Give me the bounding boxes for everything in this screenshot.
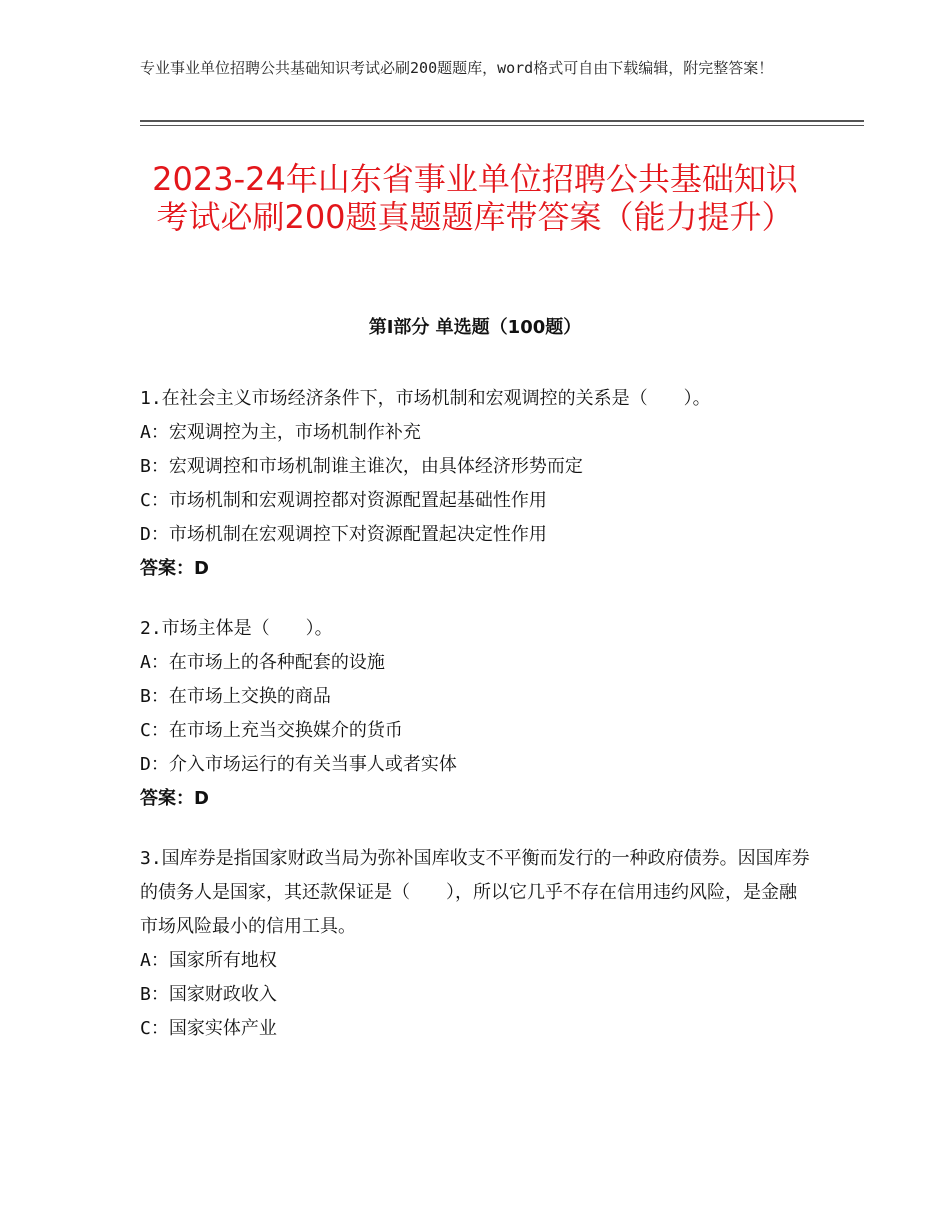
header-divider: [140, 120, 864, 126]
option-b: B：在市场上交换的商品: [140, 686, 331, 707]
header-note: 专业事业单位招聘公共基础知识考试必刷200题题库，word格式可自由下载编辑，附完整答案！: [140, 59, 774, 77]
question-list: [140, 382, 810, 1072]
option-d: D：介入市场运行的有关当事人或者实体: [140, 754, 457, 775]
question-1: [140, 382, 810, 586]
option-a: A：在市场上的各种配套的设施: [140, 652, 385, 673]
question-2: [140, 612, 810, 816]
option-a: A：宏观调控为主，市场机制作补充: [140, 422, 421, 443]
answer-label: 答案：D: [140, 558, 209, 579]
question-3: [140, 842, 810, 1046]
question-stem: 2.市场主体是（ ）。: [140, 618, 333, 639]
option-a: A：国家所有地权: [140, 950, 277, 971]
option-b: B：国家财政收入: [140, 984, 277, 1005]
question-stem: 1.在社会主义市场经济条件下，市场机制和宏观调控的关系是（ ）。: [140, 388, 711, 409]
question-stem: 3.国库券是指国家财政当局为弥补国库收支不平衡而发行的一种政府债券。因国库券的债务人是国家，其还款保证是（ ），所以它几乎不存在信用违约风险，是金融市场风险最小的信用工具。: [140, 848, 810, 937]
section-heading: 第Ⅰ部分 单选题（100题）: [368, 317, 582, 338]
option-c: C：市场机制和宏观调控都对资源配置起基础性作用: [140, 490, 547, 511]
option-d: D：市场机制在宏观调控下对资源配置起决定性作用: [140, 524, 547, 545]
option-c: C：国家实体产业: [140, 1018, 277, 1039]
document-title: 2023-24年山东省事业单位招聘公共基础知识考试必刷200题真题题库带答案（能力提升）: [152, 160, 798, 236]
answer-label: 答案：D: [140, 788, 209, 809]
option-b: B：宏观调控和市场机制谁主谁次，由具体经济形势而定: [140, 456, 583, 477]
option-c: C：在市场上充当交换媒介的货币: [140, 720, 403, 741]
